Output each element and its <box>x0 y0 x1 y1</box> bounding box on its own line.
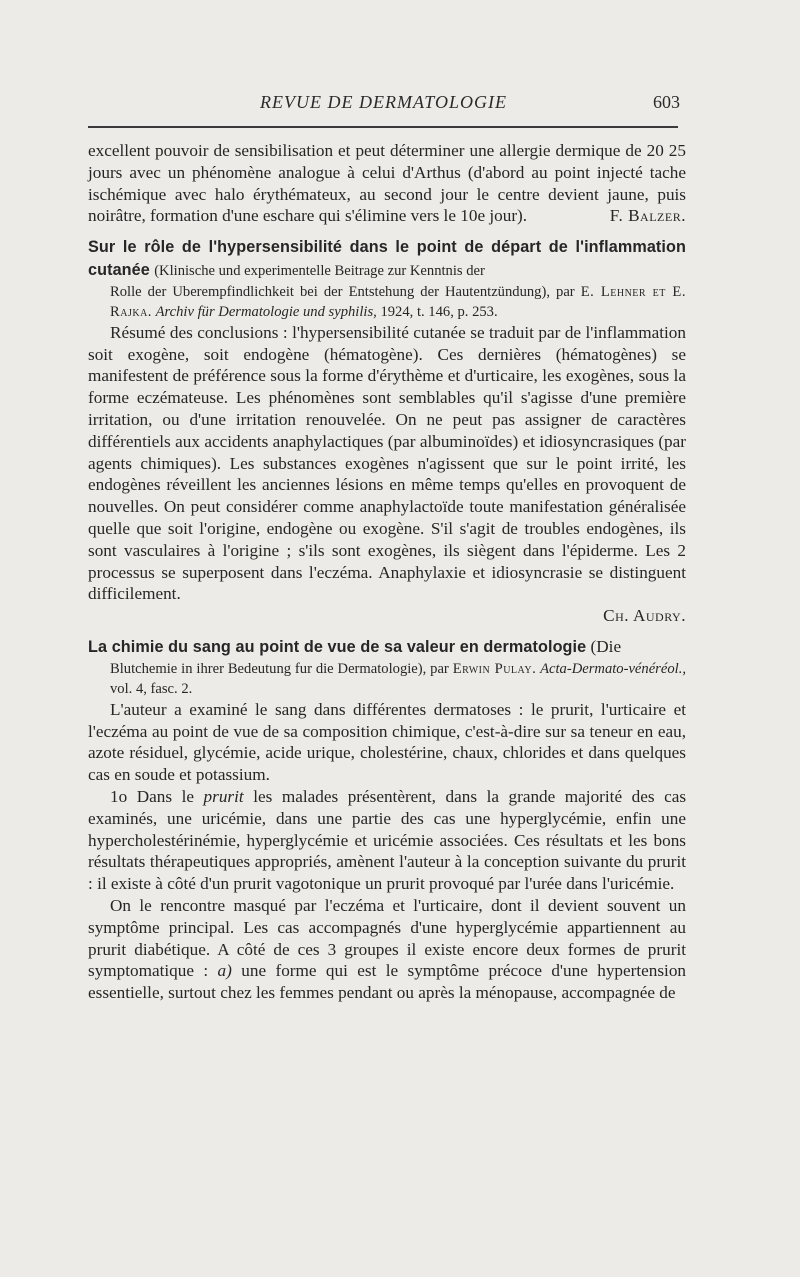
signature-balzer: F. Balzer. <box>609 206 686 226</box>
article-2-title: La chimie du sang au point de vue de sa valeur en dermatologie <box>88 637 587 656</box>
page-header <box>88 92 684 114</box>
article-2-journal: Acta-Dermato-vénéréol., <box>540 660 686 677</box>
page-number: 603 <box>653 92 680 112</box>
page-content <box>88 140 686 1004</box>
running-title: REVUE DE DERMATOLOGIE <box>260 92 507 112</box>
article-1-heading <box>88 236 686 322</box>
signature-audry: Ch. Audry. <box>603 606 686 626</box>
article-2-paragraph-3: On le rencontre masqué par l'eczéma et l'urticaire, dont il devient souvent un symptôme principal. Les cas accompagnés d'une hyperglycémie appartiennent au prurit diabétique. A côté de ces 3 groupes il existe encore deux formes de prurit symptomatique : a) une forme qui est le symptôme précoce d'une hypertension essentielle, surtout chez les femmes pendant ou après la ménopause, accompagnée de <box>88 895 687 1003</box>
article-1-reference: Rolle der Uberempfindlichkeit bei der Entstehung der Hautentzündung), par E. Lehner et E. Rajka. Archiv für Dermatologie und syphilis, 1924, t. 146, p. 253. <box>110 283 686 320</box>
article-1-authors: E. Lehner et E. Rajka. <box>110 283 686 320</box>
article-1-ref-first: (Klinische und experimentelle Beitrage zur Kenntnis der <box>154 262 485 279</box>
article-2-paragraph-1: L'auteur a examiné le sang dans différentes dermatoses : le prurit, l'urticaire et l'eczéma au point de vue de sa composition chimique, c'est-à-dire sur sa teneur en eau, azote résiduel, glycémie, acide urique, cholestérine, chaux, chlorides et dans quelques cas en soude et potassium. <box>88 699 686 785</box>
article-2-author: Erwin Pulay. <box>452 660 537 677</box>
article-2-ref-first: (Die <box>590 636 622 656</box>
intro-paragraph: excellent pouvoir de sensibilisation et peut déterminer une allergie dermique de 20 25 jours avec un phénomène analogue à celui d'Arthus (d'abord au point injecté tache ischémique avec halo érythémateux, au second jour le centre devient jaune, puis noirâtre, formation d'une eschare qui s'élimine vers le 10e jour). <box>88 141 686 226</box>
article-1-title: Sur le rôle de l'hypersensibilité dans le point de départ de l'inflammation cutanée <box>88 238 686 279</box>
article-1-body: Résumé des conclusions : l'hypersensibilité cutanée se traduit par de l'inflammation soit exogène, soit endogène (hématogène). Ces dernières (hématogènes) se manifestent de préférence sous la forme d'érythème et d'urticaire, les exogènes, sous la forme eczémateuse. Les phénomènes sont semblables qu'il s'agisse d'une première irritation, ou d'une irritation renouvelée. On ne peut pas assigner de caractères différentiels aux accidents anaphylactiques (par albuminoïdes) et idiosyncrasiques (par agents chimiques). Les substances exogènes n'agissent que sur le point irrité, les endogènes réveillent les anciennes lésions en même temps qu'elles en provoquent de nouvelles. On peut considérer comme anaphylactoïde toute manifestation généralisée quelle que soit l'origine, endogène ou exogène. S'il s'agit de troubles endogènes, ils sont vasculaires à l'origine ; s'ils sont exogènes, ils siègent dans l'épiderme. Les 2 processus se superposent dans l'eczéma. Anaphylaxie et idiosyncrasie se distinguent difficilement. <box>88 322 686 604</box>
article-1-journal: Archiv für Dermatologie und syphilis, <box>155 303 377 320</box>
article-2-paragraph-2: 1o Dans le prurit les malades présentèrent, dans la grande majorité des cas examinés, une uricémie, dans une partie des cas une hyperglycémie, enfin une hypercholestérinémie, hyperglycémie et uricémie associées. Ces résultats et les bons résultats thérapeutiques appropriés, amènent l'auteur à la conception suivante du prurit : il existe à côté d'un prurit vagotonique un prurit provoqué par l'urée dans l'uricémie. <box>88 786 687 894</box>
header-rule <box>88 126 678 128</box>
article-2-heading <box>88 636 686 699</box>
article-2-reference: Blutchemie in ihrer Bedeutung fur die Dermatologie), par Erwin Pulay. Acta-Dermato-vénéréol., vol. 4, fasc. 2. <box>110 660 686 697</box>
